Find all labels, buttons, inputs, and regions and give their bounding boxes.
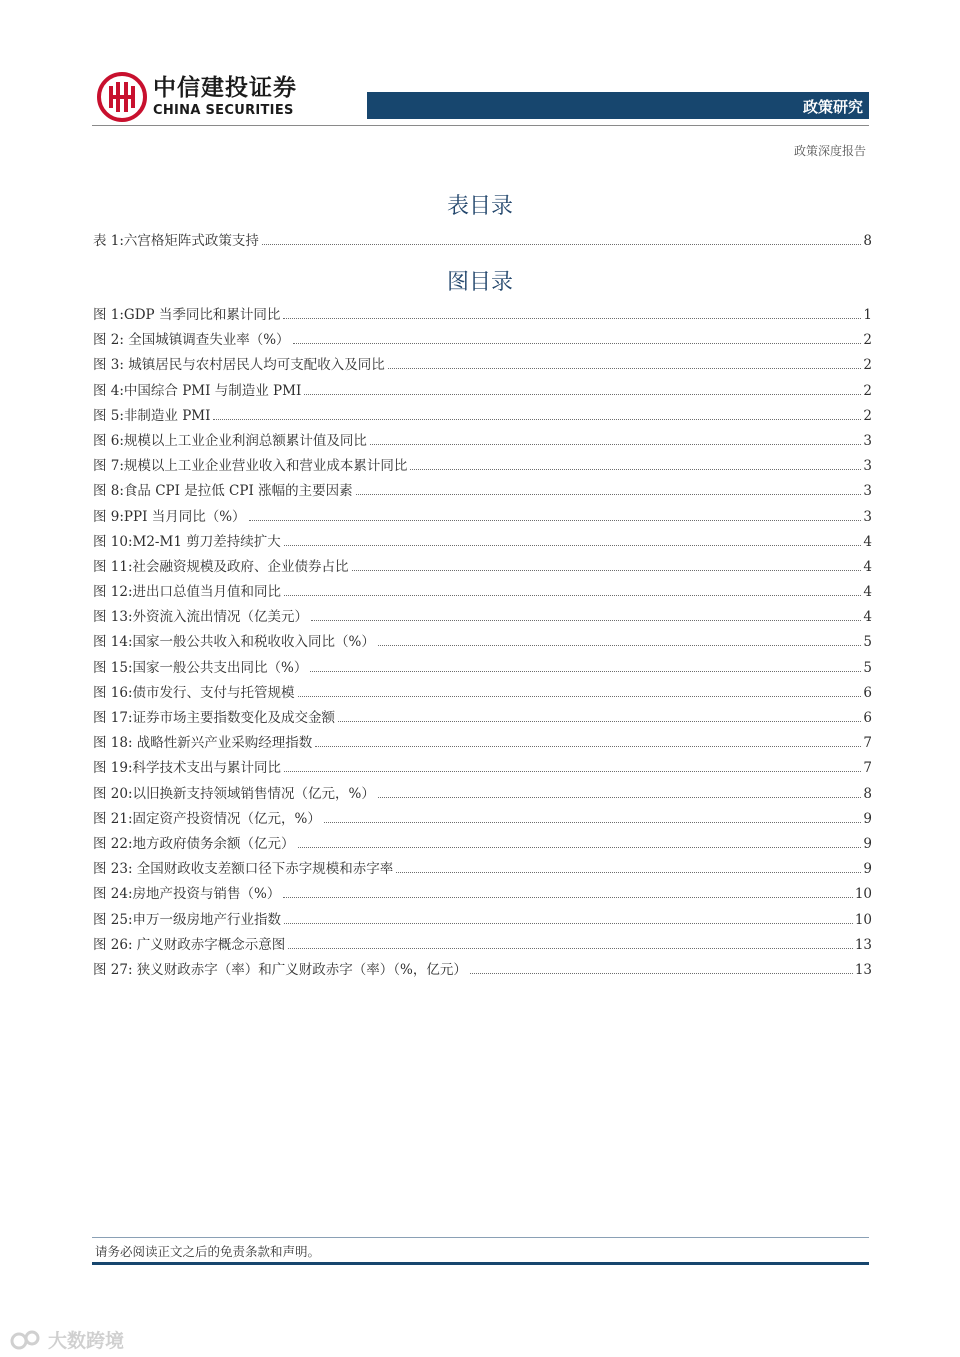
toc-entry-page: 13 xyxy=(854,936,872,953)
toc-entry[interactable] xyxy=(93,328,872,353)
toc-entry[interactable] xyxy=(93,580,872,605)
toc-entry[interactable] xyxy=(93,933,872,958)
brand-name-cn: 中信建投证券 xyxy=(153,75,297,101)
toc-entry-label: 图 3: 城镇居民与农村居民人均可支配收入及同比 xyxy=(93,357,385,374)
toc-entry[interactable] xyxy=(93,681,872,706)
toc-entry-label: 图 8:食品 CPI 是拉低 CPI 涨幅的主要因素 xyxy=(93,483,353,500)
toc-entry-page: 2 xyxy=(863,332,872,349)
toc-entry[interactable] xyxy=(93,454,872,479)
toc-entry[interactable] xyxy=(93,404,872,429)
toc-entry-page: 6 xyxy=(863,710,872,726)
toc-entry[interactable] xyxy=(93,630,872,655)
toc-dot-leader xyxy=(396,872,861,873)
toc-entry[interactable] xyxy=(93,530,872,555)
toc-dot-leader xyxy=(249,520,862,521)
toc-entry[interactable] xyxy=(93,656,872,681)
toc-entry-label: 图 24:房地产投资与销售（%） xyxy=(93,886,281,903)
toc-entry-page: 2 xyxy=(863,357,872,374)
header-divider xyxy=(92,125,869,126)
disclaimer-text: 请务必阅读正文之后的免责条款和声明。 xyxy=(95,1244,321,1259)
toc-entry-label: 图 9:PPI 当月同比（%） xyxy=(93,508,246,525)
toc-entry-label: 图 22:地方政府债务余额（亿元） xyxy=(93,835,295,852)
toc-entry-label: 图 20:以旧换新支持领域销售情况（亿元，%） xyxy=(93,785,375,802)
toc-dot-leader xyxy=(410,469,861,470)
citic-logo-icon xyxy=(97,72,147,122)
tables-toc-list xyxy=(93,229,872,254)
toc-dot-leader xyxy=(338,721,861,722)
footer-divider xyxy=(92,1262,869,1265)
toc-entry[interactable] xyxy=(93,782,872,807)
toc-dot-leader xyxy=(324,822,862,823)
toc-entry-label: 图 1:GDP 当季同比和累计同比 xyxy=(93,307,281,323)
toc-entry[interactable] xyxy=(93,555,872,580)
toc-dot-leader xyxy=(298,696,862,697)
toc-entry-label: 图 26: 广义财政赤字概念示意图 xyxy=(93,936,286,953)
toc-entry-label: 表 1:六宫格矩阵式政策支持 xyxy=(93,233,259,249)
toc-dot-leader xyxy=(288,948,853,949)
toc-entry-page: 1 xyxy=(863,307,872,323)
toc-entry-page: 4 xyxy=(863,609,872,626)
toc-entry-label: 图 4:中国综合 PMI 与制造业 PMI xyxy=(93,382,302,399)
watermark xyxy=(10,1326,124,1353)
toc-entry-page: 3 xyxy=(863,483,872,500)
brand-logo xyxy=(97,72,297,122)
toc-entry[interactable] xyxy=(93,353,872,378)
toc-entry-label: 图 18: 战略性新兴产业采购经理指数 xyxy=(93,735,313,752)
toc-entry-page: 8 xyxy=(863,785,872,802)
toc-dot-leader xyxy=(470,973,853,974)
header-banner xyxy=(367,92,869,119)
toc-entry-page: 7 xyxy=(863,760,872,777)
report-type: 政策深度报告 xyxy=(793,144,866,158)
section-label: 政策研究 xyxy=(802,98,863,116)
toc-dot-leader xyxy=(370,444,861,445)
toc-entry[interactable] xyxy=(93,479,872,504)
toc-entry-label: 图 14:国家一般公共收入和税收收入同比（%） xyxy=(93,634,375,651)
toc-entry[interactable] xyxy=(93,756,872,781)
toc-entry-label: 图 17:证券市场主要指数变化及成交金额 xyxy=(93,710,336,726)
toc-entry[interactable] xyxy=(93,807,872,832)
toc-entry[interactable] xyxy=(93,958,872,983)
toc-entry[interactable] xyxy=(93,505,872,530)
toc-entry-label: 图 6:规模以上工业企业利润总额累计值及同比 xyxy=(93,432,367,449)
toc-dot-leader xyxy=(283,318,861,319)
toc-entry-page: 4 xyxy=(863,533,872,550)
toc-entry-page: 5 xyxy=(863,659,872,676)
watermark-text: 大数跨境 xyxy=(48,1330,125,1352)
toc-entry[interactable] xyxy=(93,832,872,857)
toc-entry-label: 图 16:债市发行、支付与托管规模 xyxy=(93,684,295,701)
toc-dot-leader xyxy=(378,797,862,798)
toc-entry[interactable] xyxy=(93,303,872,328)
toc-entry-page: 4 xyxy=(863,558,872,575)
toc-entry-label: 图 2: 全国城镇调查失业率（%） xyxy=(93,332,290,349)
toc-entry-label: 图 12:进出口总值当月值和同比 xyxy=(93,584,282,601)
toc-dot-leader xyxy=(293,343,862,344)
toc-entry-page: 9 xyxy=(863,835,872,852)
toc-dot-leader xyxy=(283,897,852,898)
toc-dot-leader xyxy=(284,545,862,546)
figures-toc-title: 图目录 xyxy=(446,270,513,295)
toc-dot-leader xyxy=(352,570,862,571)
toc-entry-label: 图 5:非制造业 PMI xyxy=(93,407,211,424)
toc-entry[interactable] xyxy=(93,379,872,404)
toc-entry[interactable] xyxy=(93,882,872,907)
toc-entry[interactable] xyxy=(93,429,872,454)
toc-entry[interactable] xyxy=(93,605,872,630)
toc-dot-leader xyxy=(284,595,861,596)
toc-dot-leader xyxy=(284,771,861,772)
toc-entry-page: 10 xyxy=(854,886,872,903)
toc-dot-leader xyxy=(298,847,862,848)
toc-entry-page: 2 xyxy=(863,382,872,399)
footer-divider-thin xyxy=(92,1237,869,1238)
toc-entry[interactable] xyxy=(93,229,872,254)
toc-dot-leader xyxy=(311,620,861,621)
toc-dot-leader xyxy=(388,368,862,369)
toc-entry-page: 8 xyxy=(863,233,872,249)
toc-dot-leader xyxy=(262,244,861,245)
toc-entry-label: 图 7:规模以上工业企业营业收入和营业成本累计同比 xyxy=(93,458,408,475)
toc-entry-page: 3 xyxy=(863,432,872,449)
toc-entry-label: 图 13:外资流入流出情况（亿美元） xyxy=(93,609,309,626)
tables-toc-title: 表目录 xyxy=(446,194,513,219)
toc-dot-leader xyxy=(356,494,862,495)
toc-entry-page: 10 xyxy=(854,911,872,928)
toc-entry[interactable] xyxy=(93,731,872,756)
toc-dot-leader xyxy=(315,746,861,747)
toc-entry-page: 13 xyxy=(854,961,872,978)
toc-dot-leader xyxy=(213,419,861,420)
toc-entry-page: 7 xyxy=(863,735,872,752)
toc-entry-label: 图 15:国家一般公共支出同比（%） xyxy=(93,659,308,676)
toc-entry-label: 图 19:科学技术支出与累计同比 xyxy=(93,760,282,777)
toc-entry[interactable] xyxy=(93,706,872,731)
toc-entry-page: 4 xyxy=(863,584,872,601)
toc-entry-page: 9 xyxy=(863,810,872,827)
toc-entry[interactable] xyxy=(93,908,872,933)
toc-dot-leader xyxy=(378,645,862,646)
toc-entry-page: 3 xyxy=(863,458,872,475)
toc-entry-page: 9 xyxy=(863,861,872,878)
toc-entry-label: 图 27: 狭义财政赤字（率）和广义财政赤字（率）（%，亿元） xyxy=(93,961,467,978)
toc-dot-leader xyxy=(284,923,853,924)
figures-toc-list xyxy=(93,303,872,983)
toc-entry-label: 图 11:社会融资规模及政府、企业债券占比 xyxy=(93,558,349,575)
brand-name-en: CHINA SECURITIES xyxy=(153,103,294,118)
toc-entry-label: 图 21:固定资产投资情况（亿元，%） xyxy=(93,810,321,827)
toc-entry[interactable] xyxy=(93,857,872,882)
toc-dot-leader xyxy=(310,671,861,672)
toc-entry-page: 3 xyxy=(863,508,872,525)
toc-entry-label: 图 10:M2-M1 剪刀差持续扩大 xyxy=(93,533,281,550)
watermark-logo-icon xyxy=(10,1329,44,1351)
toc-dot-leader xyxy=(304,394,861,395)
toc-entry-label: 图 23: 全国财政收支差额口径下赤字规模和赤字率 xyxy=(93,861,394,878)
toc-entry-page: 6 xyxy=(863,684,872,701)
toc-entry-page: 2 xyxy=(863,407,872,424)
toc-entry-label: 图 25:申万一级房地产行业指数 xyxy=(93,911,282,928)
toc-entry-page: 5 xyxy=(863,634,872,651)
